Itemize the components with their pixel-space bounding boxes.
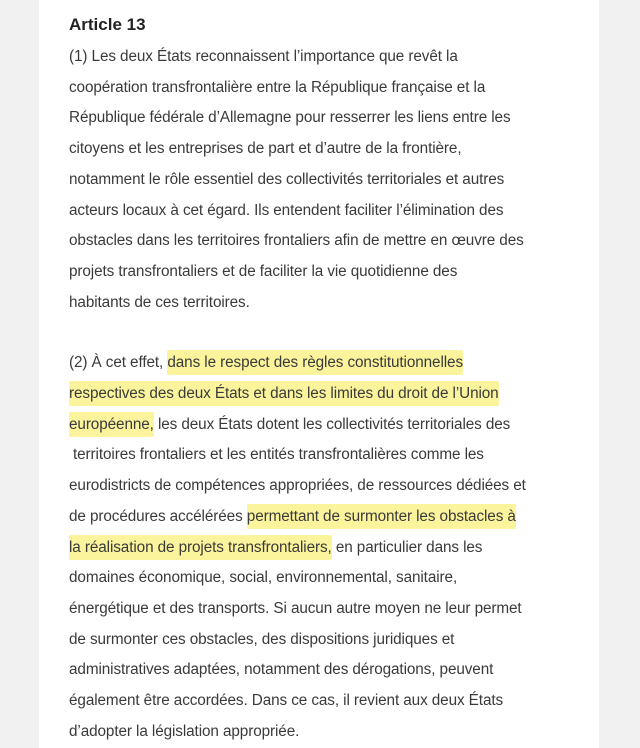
paragraph-1-line: coopération transfrontalière entre la République française et la <box>69 78 486 96</box>
paragraph-1 <box>69 42 589 318</box>
paragraph-2-line <box>69 533 589 564</box>
paragraph-2-line: territoires frontaliers et les entités transfrontalières comme les <box>73 446 484 464</box>
paragraph-2-line <box>69 502 589 533</box>
highlighted-text: permettant de surmonter les obstacles à <box>246 507 516 525</box>
paragraph-2-line <box>69 348 589 379</box>
paragraph-1-line: notamment le rôle essentiel des collectivités territoriales et autres <box>69 170 505 188</box>
article-title: Article 13 <box>69 15 146 34</box>
text-span: les deux États dotent les collectivités territoriales des <box>153 415 511 433</box>
text-span: en particulier dans les <box>331 538 483 556</box>
paragraph-2-line: de surmonter ces obstacles, des dispositions juridiques et <box>69 630 455 648</box>
paragraph-1-line: projets transfrontaliers et de faciliter la vie quotidienne des <box>69 262 458 280</box>
paragraph-1-line: obstacles dans les territoires frontaliers afin de mettre en œuvre des <box>69 232 524 250</box>
paragraph-2-line: également être accordées. Dans ce cas, il revient aux deux États <box>69 692 504 710</box>
paragraph-2-line <box>69 379 589 410</box>
article-content <box>69 13 589 747</box>
paragraph-2-line: d’adopter la législation appropriée. <box>69 722 300 740</box>
paragraph-1-line: République fédérale d’Allemagne pour resserrer les liens entre les <box>69 109 511 127</box>
text-span: de procédures accélérées <box>69 507 247 525</box>
paragraph-2-line: énergétique et des transports. Si aucun autre moyen ne leur permet <box>69 599 522 617</box>
paragraph-2 <box>69 348 589 747</box>
paragraph-1-line: (1) Les deux États reconnaissent l’importance que revêt la <box>69 48 458 65</box>
highlighted-text: respectives des deux États et dans les limites du droit de l’Union <box>69 385 499 403</box>
document-page <box>39 0 599 748</box>
paragraph-1-line: habitants de ces territoires. <box>69 293 250 311</box>
paragraph-spacer <box>69 318 589 348</box>
text-span: (2) À cet effet, <box>69 354 168 372</box>
paragraph-1-line: acteurs locaux à cet égard. Ils entendent faciliter l’élimination des <box>69 201 504 219</box>
paragraph-2-line: administratives adaptées, notamment des dérogations, peuvent <box>69 661 494 679</box>
highlighted-text: européenne, <box>69 415 154 433</box>
paragraph-2-line <box>69 410 589 441</box>
highlighted-text: dans le respect des règles constitutionnelles <box>167 354 464 372</box>
paragraph-2-line: domaines économique, social, environnemental, sanitaire, <box>69 569 458 587</box>
paragraph-2-line: eurodistricts de compétences appropriées, de ressources dédiées et <box>69 477 526 495</box>
paragraph-1-line: citoyens et les entreprises de part et d’autre de la frontière, <box>69 140 462 158</box>
highlighted-text: la réalisation de projets transfrontaliers, <box>69 538 332 556</box>
